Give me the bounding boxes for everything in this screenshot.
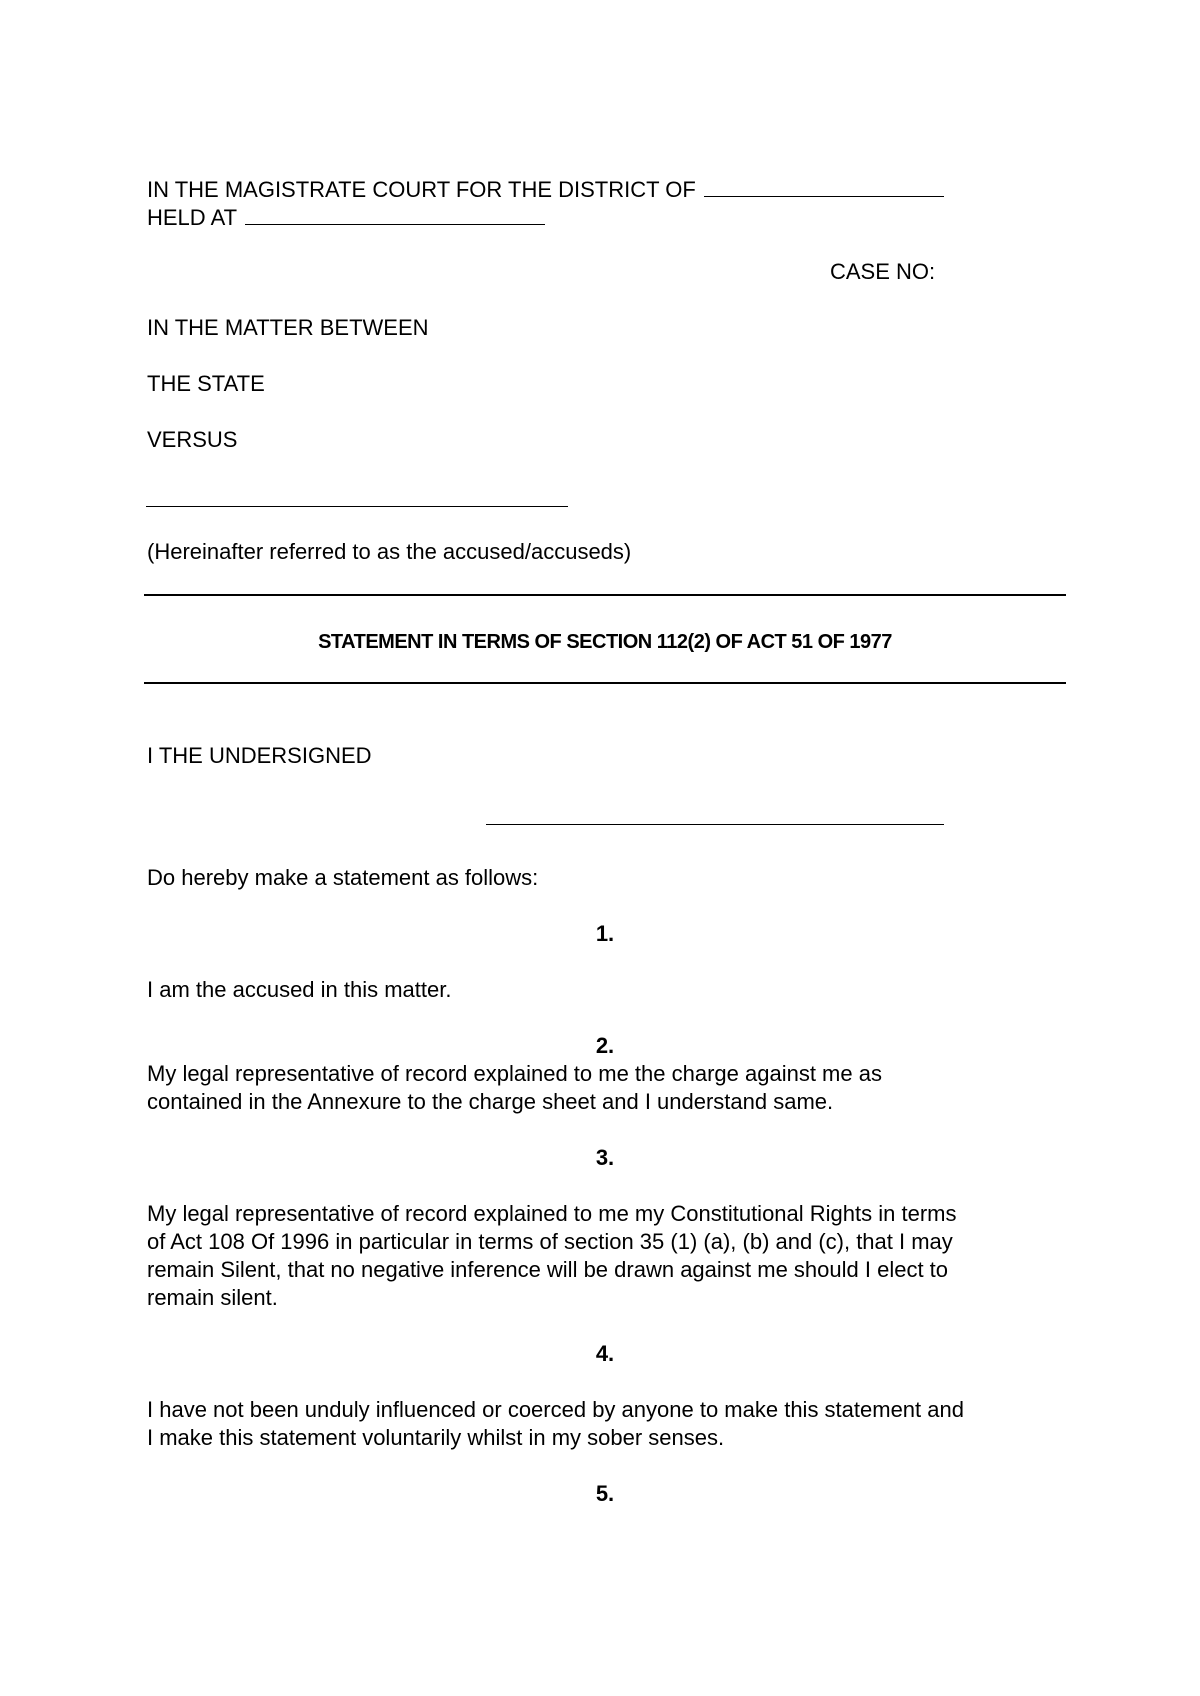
section-number: 5.	[595, 1481, 615, 1506]
undersigned-label: I THE UNDERSIGNED	[147, 743, 372, 768]
case-no-label: CASE NO:	[830, 259, 936, 284]
title-top-rule	[144, 594, 1066, 596]
undersigned-name-blank-line[interactable]	[486, 824, 944, 825]
statement-title: STATEMENT IN TERMS OF SECTION 112(2) OF ACT 51 OF 1977	[318, 631, 892, 653]
held-at-label: HELD AT	[147, 205, 238, 230]
title-bottom-rule	[144, 682, 1066, 684]
section-number: 1.	[595, 921, 615, 946]
section-number: 2.	[595, 1033, 615, 1058]
section-text: I have not been unduly influenced or coerced by anyone to make this statement and I make this statement voluntarily whilst in my sober senses.	[147, 1397, 964, 1450]
section-number: 4.	[595, 1341, 615, 1366]
versus-label: VERSUS	[147, 427, 238, 452]
section-text: My legal representative of record explained to me the charge against me as contained in the Annexure to the charge sheet and I understand same.	[147, 1061, 882, 1114]
section-number: 3.	[595, 1145, 615, 1170]
state-label: THE STATE	[147, 371, 265, 396]
intro-text: Do hereby make a statement as follows:	[147, 865, 539, 890]
matter-between-label: IN THE MATTER BETWEEN	[147, 315, 429, 340]
district-blank-line[interactable]	[704, 176, 944, 197]
court-heading	[147, 176, 944, 204]
section-text: I am the accused in this matter.	[147, 977, 452, 1002]
accused-name-blank-line[interactable]	[146, 506, 568, 507]
section-text: My legal representative of record explained to me my Constitutional Rights in terms of Act 108 Of 1996 in particular in terms of section 35 (1) (a), (b) and (c), that I may remain Silent, that no negative inference will be drawn against me should I elect to remain silent.	[147, 1201, 957, 1310]
held-at-heading	[147, 204, 545, 232]
held-at-blank-line[interactable]	[245, 204, 545, 225]
court-district-label: IN THE MAGISTRATE COURT FOR THE DISTRICT OF	[147, 177, 696, 202]
hereinafter-note: (Hereinafter referred to as the accused/accuseds)	[147, 539, 632, 564]
